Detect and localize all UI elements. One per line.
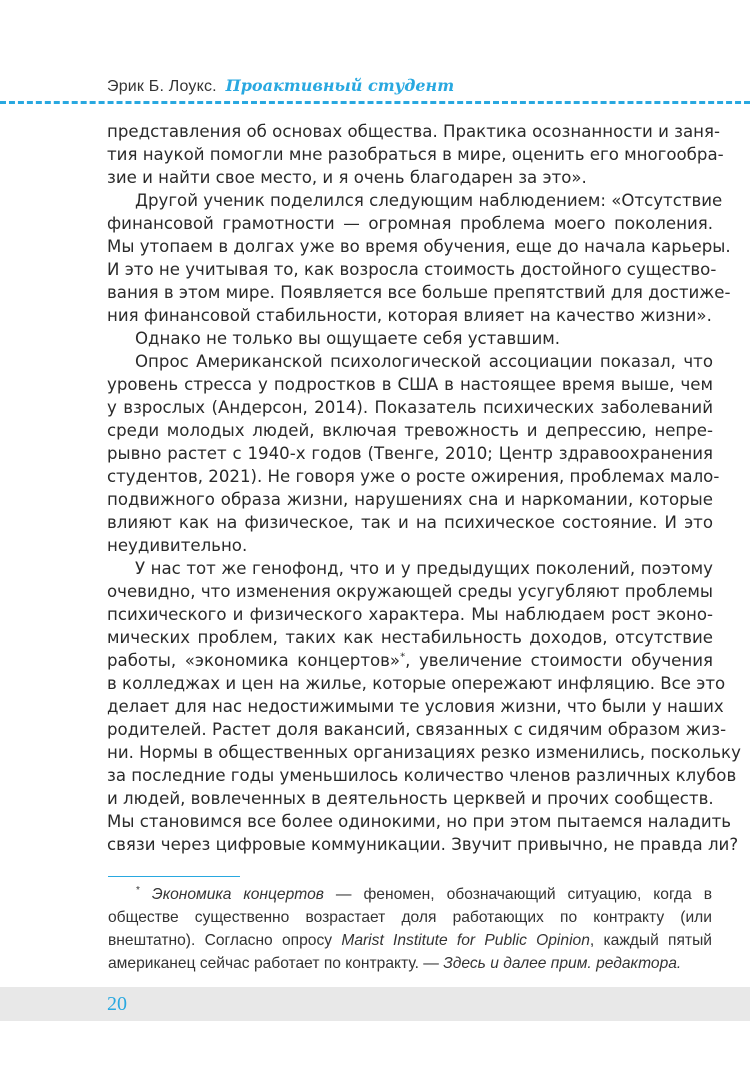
text-line: очевидно, что изменения окружающей среды усугубляют проблемы bbox=[107, 582, 713, 601]
footnote-divider bbox=[108, 876, 240, 877]
running-header bbox=[107, 76, 454, 96]
text-line: родителей. Растет доля вакансий, связанных с сидячим образом жиз- bbox=[107, 720, 727, 739]
page-footer bbox=[0, 987, 750, 1021]
text-line bbox=[107, 649, 713, 672]
text-line: за последние годы уменьшилось количество членов различных клубов bbox=[107, 766, 737, 785]
page-number: 20 bbox=[107, 993, 127, 1015]
text-line: мических проблем, таких как нестабильность доходов, отсутствие bbox=[107, 628, 713, 647]
footnote-body: , каждый пятый американец сейчас работает по контракту. — bbox=[108, 932, 712, 972]
text-line: студентов, 2021). Не говоря уже о росте ожирения, проблемах мало- bbox=[107, 467, 720, 486]
footnote bbox=[108, 883, 712, 975]
text-line: Мы становимся все более одинокими, но при этом пытаемся наладить bbox=[107, 812, 732, 831]
text-line: финансовой грамотности — огромная проблема моего поколения. bbox=[107, 214, 713, 233]
text-line: подвижного образа жизни, нарушениях сна и наркомании, которые bbox=[107, 490, 713, 509]
body-text bbox=[107, 120, 741, 856]
text-line: связи через цифровые коммуникации. Звучит привычно, не правда ли? bbox=[107, 835, 739, 854]
editor-note: Здесь и далее прим. редактора. bbox=[443, 955, 682, 972]
header-author: Эрик Б. Лоукс. bbox=[107, 78, 217, 95]
text-line: ни. Нормы в общественных организациях резко изменились, поскольку bbox=[107, 743, 741, 762]
text-line: Опрос Американской психологической ассоциации показал, что bbox=[135, 352, 713, 371]
text-line: в колледжах и цен на жилье, которые опережают инфляцию. Все это bbox=[107, 674, 726, 693]
text-line: неудивительно. bbox=[107, 536, 248, 555]
header-book-title: Проактивный студент bbox=[225, 76, 455, 95]
text-line: представления об основах общества. Практика осознанности и заня- bbox=[107, 122, 720, 141]
footnote-marker: * bbox=[136, 884, 140, 896]
text-line: уровень стресса у подростков в США в настоящее время выше, чем bbox=[107, 375, 713, 394]
text-line: У нас тот же генофонд, что и у предыдущих поколений, поэтому bbox=[135, 559, 713, 578]
footnote-reference[interactable]: * bbox=[400, 651, 406, 663]
text-line: И это не учитывая то, как возросла стоимость достойного существо- bbox=[107, 260, 717, 279]
text-line: рывно растет с 1940-х годов (Твенге, 2010; Центр здравоохранения bbox=[107, 444, 713, 463]
text-line: делает для нас недостижимыми те условия жизни, что были у наших bbox=[107, 697, 724, 716]
text-line: Однако не только вы ощущаете себя уставшим. bbox=[135, 329, 561, 348]
footnote-text bbox=[108, 883, 712, 975]
text-line: у взрослых (Андерсон, 2014). Показатель психических заболеваний bbox=[107, 398, 713, 417]
text-line: вания в этом мире. Появляется все больше препятствий для достиже- bbox=[107, 283, 731, 302]
footnote-body: — феномен, обозначающий ситуацию, когда в обществе существенно возрастает доля работающих по контракту (или внештатно). Согласно опросу bbox=[108, 886, 712, 949]
text-fragment: , увеличение стоимости обучения bbox=[405, 651, 714, 670]
footnote-term: Экономика концертов bbox=[151, 886, 324, 903]
text-line: ния финансовой стабильности, которая влияет на качество жизни». bbox=[107, 306, 712, 325]
text-line: зие и найти свое место, и я очень благодарен за это». bbox=[107, 168, 587, 187]
text-line: психического и физического характера. Мы наблюдаем рост эконо- bbox=[107, 605, 713, 624]
text-line: и людей, вовлеченных в деятельность церквей и прочих сообществ. bbox=[107, 789, 714, 808]
text-line: Другой ученик поделился следующим наблюдением: «Отсутствие bbox=[135, 191, 723, 210]
text-fragment: работы, «экономика концертов» bbox=[107, 651, 401, 670]
text-line: среди молодых людей, включая тревожность и депрессию, непре- bbox=[107, 421, 713, 440]
footnote-source: Marist Institute for Public Opinion bbox=[341, 932, 590, 949]
text-line: тия наукой помогли мне разобраться в мире, оценить его многообра- bbox=[107, 145, 724, 164]
header-dashed-divider bbox=[0, 101, 750, 104]
text-line: Мы утопаем в долгах уже во время обучения, еще до начала карьеры. bbox=[107, 237, 731, 256]
text-line: влияют как на физическое, так и на психическое состояние. И это bbox=[107, 513, 713, 532]
